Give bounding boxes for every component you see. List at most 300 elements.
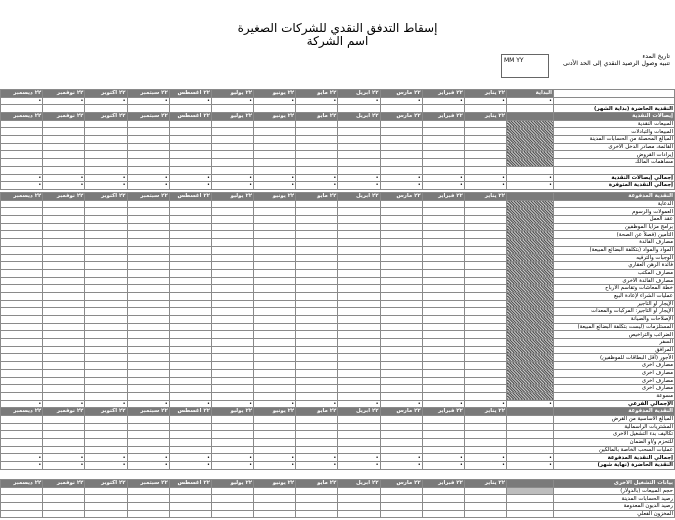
month-cell[interactable]	[464, 377, 506, 385]
month-cell[interactable]	[169, 369, 211, 377]
month-cell[interactable]	[338, 439, 380, 447]
month-cell[interactable]	[127, 166, 169, 174]
month-cell[interactable]	[127, 120, 169, 128]
month-cell[interactable]	[464, 503, 506, 511]
month-cell[interactable]	[296, 392, 338, 400]
month-cell[interactable]	[1, 120, 43, 128]
month-cell[interactable]	[380, 354, 422, 362]
month-cell[interactable]: •	[43, 174, 85, 182]
start-cell[interactable]	[507, 254, 554, 262]
month-cell[interactable]	[296, 439, 338, 447]
month-cell[interactable]	[1, 262, 43, 270]
month-cell[interactable]	[338, 377, 380, 385]
month-cell[interactable]	[85, 300, 127, 308]
month-cell[interactable]	[338, 166, 380, 174]
month-cell[interactable]	[422, 143, 464, 151]
month-cell[interactable]	[85, 392, 127, 400]
month-cell[interactable]	[422, 362, 464, 370]
month-cell[interactable]	[254, 262, 296, 270]
month-cell[interactable]	[127, 254, 169, 262]
month-cell[interactable]	[43, 231, 85, 239]
month-cell[interactable]	[338, 120, 380, 128]
month-cell[interactable]	[380, 277, 422, 285]
month-cell[interactable]	[1, 385, 43, 393]
month-cell[interactable]	[169, 331, 211, 339]
month-cell[interactable]	[380, 285, 422, 293]
month-cell[interactable]	[169, 246, 211, 254]
start-cell[interactable]	[507, 239, 554, 247]
month-cell[interactable]	[464, 308, 506, 316]
month-cell[interactable]	[211, 246, 253, 254]
month-cell[interactable]	[254, 231, 296, 239]
month-cell[interactable]	[464, 346, 506, 354]
month-cell[interactable]	[1, 503, 43, 511]
month-cell[interactable]: •	[422, 97, 464, 105]
month-cell[interactable]: •	[296, 400, 338, 408]
start-cell[interactable]	[507, 200, 554, 208]
month-cell[interactable]	[464, 277, 506, 285]
start-cell[interactable]	[507, 503, 554, 511]
start-cell[interactable]: •	[507, 174, 554, 182]
month-cell[interactable]: •	[422, 182, 464, 190]
month-cell[interactable]	[422, 285, 464, 293]
month-cell[interactable]	[169, 200, 211, 208]
month-cell[interactable]	[211, 415, 253, 423]
month-cell[interactable]	[380, 151, 422, 159]
month-cell[interactable]: •	[211, 400, 253, 408]
month-cell[interactable]	[85, 308, 127, 316]
month-cell[interactable]	[338, 308, 380, 316]
start-cell[interactable]	[507, 300, 554, 308]
month-cell[interactable]: •	[296, 182, 338, 190]
month-cell[interactable]	[127, 339, 169, 347]
month-cell[interactable]	[296, 423, 338, 431]
month-cell[interactable]	[380, 292, 422, 300]
month-cell[interactable]	[338, 292, 380, 300]
month-cell[interactable]	[127, 503, 169, 511]
month-cell[interactable]	[422, 136, 464, 144]
month-cell[interactable]	[254, 369, 296, 377]
month-cell[interactable]	[1, 128, 43, 136]
month-cell[interactable]	[254, 239, 296, 247]
month-cell[interactable]	[127, 208, 169, 216]
month-cell[interactable]	[1, 487, 43, 495]
month-cell[interactable]	[380, 331, 422, 339]
month-cell[interactable]	[464, 246, 506, 254]
month-cell[interactable]	[85, 415, 127, 423]
month-cell[interactable]	[85, 339, 127, 347]
month-cell[interactable]: •	[85, 462, 127, 470]
month-cell[interactable]	[43, 120, 85, 128]
month-cell[interactable]	[211, 339, 253, 347]
month-cell[interactable]	[380, 262, 422, 270]
month-cell[interactable]: •	[380, 462, 422, 470]
month-cell[interactable]	[169, 300, 211, 308]
month-cell[interactable]	[422, 385, 464, 393]
month-cell[interactable]	[338, 208, 380, 216]
month-cell[interactable]	[422, 487, 464, 495]
month-cell[interactable]	[464, 254, 506, 262]
month-cell[interactable]	[338, 316, 380, 324]
month-cell[interactable]	[43, 431, 85, 439]
month-cell[interactable]: •	[43, 462, 85, 470]
month-cell[interactable]	[296, 216, 338, 224]
month-cell[interactable]	[380, 246, 422, 254]
month-cell[interactable]	[254, 300, 296, 308]
month-cell[interactable]	[85, 216, 127, 224]
start-cell[interactable]	[507, 277, 554, 285]
month-cell[interactable]	[422, 151, 464, 159]
month-cell[interactable]	[464, 423, 506, 431]
month-cell[interactable]	[85, 143, 127, 151]
month-cell[interactable]	[1, 323, 43, 331]
month-cell[interactable]: •	[211, 182, 253, 190]
month-cell[interactable]	[380, 239, 422, 247]
month-cell[interactable]	[464, 487, 506, 495]
month-cell[interactable]: •	[254, 174, 296, 182]
month-cell[interactable]: •	[169, 97, 211, 105]
start-cell[interactable]	[507, 423, 554, 431]
month-cell[interactable]	[338, 346, 380, 354]
month-cell[interactable]	[422, 300, 464, 308]
month-cell[interactable]	[254, 200, 296, 208]
month-cell[interactable]	[464, 392, 506, 400]
month-cell[interactable]	[127, 369, 169, 377]
month-cell[interactable]	[127, 487, 169, 495]
month-cell[interactable]	[1, 246, 43, 254]
month-cell[interactable]	[296, 503, 338, 511]
month-cell[interactable]	[254, 128, 296, 136]
month-cell[interactable]	[338, 231, 380, 239]
month-cell[interactable]	[422, 216, 464, 224]
month-cell[interactable]	[296, 316, 338, 324]
month-cell[interactable]	[43, 277, 85, 285]
start-date-input[interactable]: MM YY	[501, 54, 549, 78]
month-cell[interactable]	[43, 269, 85, 277]
month-cell[interactable]: •	[169, 400, 211, 408]
month-cell[interactable]	[380, 120, 422, 128]
start-cell[interactable]	[507, 510, 554, 518]
month-cell[interactable]	[1, 339, 43, 347]
month-cell[interactable]	[211, 128, 253, 136]
month-cell[interactable]	[127, 323, 169, 331]
month-cell[interactable]	[169, 339, 211, 347]
month-cell[interactable]	[127, 143, 169, 151]
month-cell[interactable]	[85, 323, 127, 331]
month-cell[interactable]	[338, 362, 380, 370]
month-cell[interactable]	[380, 346, 422, 354]
month-cell[interactable]	[169, 208, 211, 216]
start-cell[interactable]	[507, 262, 554, 270]
month-cell[interactable]	[169, 223, 211, 231]
month-cell[interactable]: •	[464, 97, 506, 105]
month-cell[interactable]	[43, 316, 85, 324]
month-cell[interactable]	[338, 510, 380, 518]
month-cell[interactable]	[169, 487, 211, 495]
month-cell[interactable]	[296, 377, 338, 385]
month-cell[interactable]	[254, 159, 296, 167]
month-cell[interactable]	[169, 377, 211, 385]
month-cell[interactable]	[169, 262, 211, 270]
month-cell[interactable]	[464, 208, 506, 216]
month-cell[interactable]	[1, 223, 43, 231]
month-cell[interactable]	[464, 362, 506, 370]
month-cell[interactable]	[1, 269, 43, 277]
month-cell[interactable]	[422, 231, 464, 239]
month-cell[interactable]	[169, 354, 211, 362]
month-cell[interactable]	[296, 143, 338, 151]
month-cell[interactable]	[43, 331, 85, 339]
month-cell[interactable]	[85, 431, 127, 439]
month-cell[interactable]	[211, 223, 253, 231]
month-cell[interactable]	[211, 136, 253, 144]
month-cell[interactable]	[43, 392, 85, 400]
start-cell[interactable]	[507, 346, 554, 354]
month-cell[interactable]: •	[380, 174, 422, 182]
month-cell[interactable]	[169, 128, 211, 136]
month-cell[interactable]	[43, 136, 85, 144]
month-cell[interactable]	[338, 246, 380, 254]
start-cell[interactable]	[507, 216, 554, 224]
month-cell[interactable]	[254, 392, 296, 400]
month-cell[interactable]	[1, 354, 43, 362]
month-cell[interactable]	[85, 120, 127, 128]
month-cell[interactable]: •	[211, 454, 253, 462]
month-cell[interactable]	[211, 292, 253, 300]
start-cell[interactable]	[507, 439, 554, 447]
month-cell[interactable]	[211, 385, 253, 393]
month-cell[interactable]	[169, 446, 211, 454]
start-cell[interactable]	[507, 316, 554, 324]
month-cell[interactable]	[43, 300, 85, 308]
month-cell[interactable]	[43, 223, 85, 231]
month-cell[interactable]	[296, 239, 338, 247]
month-cell[interactable]	[43, 339, 85, 347]
month-cell[interactable]	[211, 262, 253, 270]
month-cell[interactable]	[422, 262, 464, 270]
month-cell[interactable]	[464, 216, 506, 224]
month-cell[interactable]	[85, 354, 127, 362]
start-cell[interactable]	[507, 362, 554, 370]
month-cell[interactable]	[1, 431, 43, 439]
month-cell[interactable]	[169, 423, 211, 431]
month-cell[interactable]	[211, 503, 253, 511]
month-cell[interactable]	[254, 423, 296, 431]
month-cell[interactable]	[422, 339, 464, 347]
month-cell[interactable]	[338, 385, 380, 393]
month-cell[interactable]	[380, 362, 422, 370]
start-cell[interactable]	[507, 269, 554, 277]
month-cell[interactable]: •	[464, 174, 506, 182]
month-cell[interactable]	[169, 239, 211, 247]
month-cell[interactable]	[296, 510, 338, 518]
month-cell[interactable]	[296, 487, 338, 495]
start-cell[interactable]	[507, 377, 554, 385]
month-cell[interactable]	[422, 439, 464, 447]
month-cell[interactable]	[127, 316, 169, 324]
month-cell[interactable]	[85, 208, 127, 216]
month-cell[interactable]	[1, 369, 43, 377]
month-cell[interactable]	[1, 377, 43, 385]
month-cell[interactable]	[169, 362, 211, 370]
start-cell[interactable]	[507, 392, 554, 400]
start-cell[interactable]	[507, 331, 554, 339]
month-cell[interactable]	[211, 346, 253, 354]
month-cell[interactable]	[1, 285, 43, 293]
month-cell[interactable]	[127, 300, 169, 308]
month-cell[interactable]	[380, 166, 422, 174]
month-cell[interactable]	[338, 277, 380, 285]
month-cell[interactable]	[254, 208, 296, 216]
month-cell[interactable]	[296, 446, 338, 454]
month-cell[interactable]	[422, 415, 464, 423]
month-cell[interactable]: •	[1, 462, 43, 470]
month-cell[interactable]	[464, 323, 506, 331]
month-cell[interactable]	[169, 292, 211, 300]
month-cell[interactable]	[43, 439, 85, 447]
month-cell[interactable]	[296, 246, 338, 254]
month-cell[interactable]	[1, 510, 43, 518]
month-cell[interactable]	[85, 136, 127, 144]
month-cell[interactable]	[169, 431, 211, 439]
month-cell[interactable]	[422, 254, 464, 262]
month-cell[interactable]	[422, 510, 464, 518]
month-cell[interactable]	[169, 120, 211, 128]
month-cell[interactable]	[254, 339, 296, 347]
month-cell[interactable]	[1, 143, 43, 151]
month-cell[interactable]	[422, 503, 464, 511]
month-cell[interactable]	[43, 495, 85, 503]
month-cell[interactable]	[338, 300, 380, 308]
month-cell[interactable]	[211, 377, 253, 385]
month-cell[interactable]: •	[338, 97, 380, 105]
month-cell[interactable]	[422, 159, 464, 167]
month-cell[interactable]	[380, 254, 422, 262]
month-cell[interactable]	[1, 136, 43, 144]
month-cell[interactable]	[43, 323, 85, 331]
month-cell[interactable]: •	[254, 454, 296, 462]
start-cell[interactable]	[507, 487, 554, 495]
month-cell[interactable]	[127, 331, 169, 339]
month-cell[interactable]	[169, 510, 211, 518]
month-cell[interactable]	[1, 200, 43, 208]
month-cell[interactable]	[380, 269, 422, 277]
month-cell[interactable]	[169, 439, 211, 447]
month-cell[interactable]	[338, 431, 380, 439]
month-cell[interactable]	[380, 300, 422, 308]
month-cell[interactable]	[211, 323, 253, 331]
month-cell[interactable]	[422, 369, 464, 377]
month-cell[interactable]: •	[254, 182, 296, 190]
month-cell[interactable]	[338, 151, 380, 159]
month-cell[interactable]	[211, 166, 253, 174]
month-cell[interactable]	[85, 510, 127, 518]
month-cell[interactable]	[464, 415, 506, 423]
month-cell[interactable]	[127, 223, 169, 231]
month-cell[interactable]	[296, 292, 338, 300]
month-cell[interactable]: •	[85, 182, 127, 190]
month-cell[interactable]	[43, 262, 85, 270]
month-cell[interactable]	[254, 431, 296, 439]
month-cell[interactable]	[338, 446, 380, 454]
month-cell[interactable]	[211, 143, 253, 151]
month-cell[interactable]	[211, 439, 253, 447]
month-cell[interactable]: •	[380, 182, 422, 190]
month-cell[interactable]: •	[422, 454, 464, 462]
start-cell[interactable]	[507, 292, 554, 300]
month-cell[interactable]	[296, 128, 338, 136]
month-cell[interactable]	[254, 120, 296, 128]
month-cell[interactable]	[296, 331, 338, 339]
month-cell[interactable]	[211, 200, 253, 208]
month-cell[interactable]	[464, 159, 506, 167]
month-cell[interactable]	[338, 216, 380, 224]
month-cell[interactable]	[43, 285, 85, 293]
month-cell[interactable]	[380, 339, 422, 347]
month-cell[interactable]	[422, 208, 464, 216]
month-cell[interactable]	[296, 254, 338, 262]
month-cell[interactable]	[254, 254, 296, 262]
month-cell[interactable]: •	[422, 174, 464, 182]
month-cell[interactable]	[422, 246, 464, 254]
month-cell[interactable]	[211, 354, 253, 362]
month-cell[interactable]	[296, 339, 338, 347]
month-cell[interactable]	[296, 262, 338, 270]
month-cell[interactable]	[380, 159, 422, 167]
month-cell[interactable]	[464, 339, 506, 347]
month-cell[interactable]	[296, 362, 338, 370]
month-cell[interactable]	[1, 277, 43, 285]
month-cell[interactable]	[464, 200, 506, 208]
month-cell[interactable]	[380, 128, 422, 136]
month-cell[interactable]	[127, 439, 169, 447]
month-cell[interactable]	[338, 285, 380, 293]
month-cell[interactable]	[296, 415, 338, 423]
month-cell[interactable]	[464, 239, 506, 247]
month-cell[interactable]	[43, 503, 85, 511]
month-cell[interactable]	[169, 503, 211, 511]
month-cell[interactable]	[422, 377, 464, 385]
month-cell[interactable]	[127, 510, 169, 518]
month-cell[interactable]	[169, 136, 211, 144]
month-cell[interactable]: •	[169, 454, 211, 462]
month-cell[interactable]	[296, 208, 338, 216]
month-cell[interactable]: •	[43, 454, 85, 462]
month-cell[interactable]	[169, 269, 211, 277]
month-cell[interactable]	[85, 151, 127, 159]
month-cell[interactable]: •	[127, 462, 169, 470]
month-cell[interactable]	[254, 495, 296, 503]
month-cell[interactable]	[296, 323, 338, 331]
month-cell[interactable]	[296, 300, 338, 308]
start-cell[interactable]: •	[507, 462, 554, 470]
month-cell[interactable]	[380, 369, 422, 377]
month-cell[interactable]	[464, 354, 506, 362]
month-cell[interactable]	[464, 143, 506, 151]
month-cell[interactable]	[43, 308, 85, 316]
month-cell[interactable]	[85, 292, 127, 300]
month-cell[interactable]: •	[464, 182, 506, 190]
month-cell[interactable]	[169, 385, 211, 393]
month-cell[interactable]	[1, 316, 43, 324]
month-cell[interactable]: •	[338, 454, 380, 462]
month-cell[interactable]	[338, 323, 380, 331]
month-cell[interactable]	[338, 254, 380, 262]
month-cell[interactable]	[127, 415, 169, 423]
month-cell[interactable]	[85, 128, 127, 136]
month-cell[interactable]	[169, 151, 211, 159]
month-cell[interactable]	[211, 369, 253, 377]
